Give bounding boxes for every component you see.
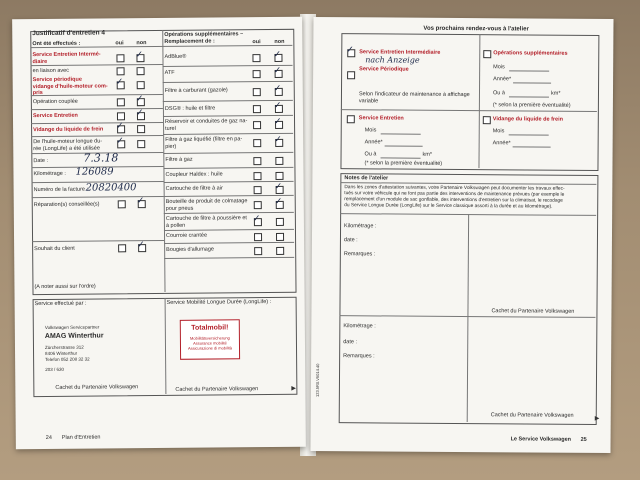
op-bougies: Bougies d'allumage bbox=[166, 246, 215, 253]
checkbox-op-oui[interactable] bbox=[252, 54, 260, 62]
annee-label: Année* bbox=[493, 76, 512, 83]
checkbox-op-oui[interactable] bbox=[253, 139, 261, 147]
checkbox-op-oui[interactable] bbox=[253, 105, 261, 113]
done-by-label: Service effectué par : bbox=[34, 300, 87, 308]
partner-name: AMAG Winterthur bbox=[44, 332, 104, 340]
tick-mark-icon: ✓ bbox=[274, 181, 283, 192]
tick-mark-icon: ✓ bbox=[273, 116, 282, 127]
km-unit-2: km* bbox=[422, 151, 433, 158]
premiere-note: (* selon la première éventualité) bbox=[492, 102, 571, 109]
indicator-text: Selon l'indicateur de maintenance à affichage variable bbox=[358, 91, 470, 104]
repairs-label: Réparation(s) conseillée(s) bbox=[33, 201, 100, 209]
tick-mark-icon: ✓ bbox=[115, 77, 124, 88]
invoice-label: Numéro de la facture : bbox=[33, 186, 89, 194]
notes-km-2: Kilométrage : bbox=[343, 323, 376, 330]
ops-head: Opérations supplémentaires – Remplacement de : bbox=[164, 31, 244, 45]
checkbox-op-oui[interactable] bbox=[254, 201, 262, 209]
tick-mark-icon: ✓ bbox=[274, 134, 282, 145]
left-footer: Plan d'Entretien bbox=[61, 434, 101, 441]
notes-remarques-1: Remarques : bbox=[343, 251, 376, 258]
checkbox-op-oui[interactable] bbox=[254, 247, 262, 255]
checkbox-repairs-oui[interactable] bbox=[118, 200, 126, 208]
km-unit: km* bbox=[550, 90, 561, 97]
invoice-value: 20820400 bbox=[85, 182, 137, 194]
cachet-left: Cachet du Partenaire Volkswagen bbox=[55, 384, 139, 391]
tick-mark-icon: ✓ bbox=[273, 83, 282, 94]
checkbox-longlife-non[interactable] bbox=[137, 140, 145, 148]
mois-label-2: Mois bbox=[364, 127, 377, 134]
tick-mark-icon: ✓ bbox=[252, 214, 261, 225]
col-head-done: Ont été effectués : bbox=[32, 40, 81, 48]
svc-en-liaison: en liaison avec bbox=[32, 67, 69, 75]
checkbox-op-non[interactable] bbox=[275, 172, 283, 180]
op-filtre-gaz: Filtre à gaz bbox=[165, 156, 193, 163]
mois-label: Mois bbox=[493, 64, 505, 71]
op-reservoir-gaz: Réservoir et conduites de gaz na- turel bbox=[165, 118, 248, 132]
left-page-number: 24 bbox=[45, 434, 52, 441]
checkbox-op-oui[interactable] bbox=[253, 70, 261, 78]
tick-mark-icon: ✓ bbox=[135, 50, 144, 61]
non-head-left: non bbox=[136, 40, 147, 47]
side-code: 123.5R0.V5014.40 bbox=[314, 363, 321, 398]
checkbox-couplee-oui[interactable] bbox=[117, 98, 125, 106]
oui-head-right: oui bbox=[252, 39, 261, 46]
checkbox-op-oui[interactable] bbox=[253, 157, 261, 165]
mois-label-3: Mois bbox=[492, 128, 505, 135]
notes-text: Dans les zones d'attestation suivantes, votre Partenaire Volkswagen peut documenter les travaux effec- tués sur votre véhicule qui ne font pas partie des interventions de maintenance prévues (par exemple le remplacement d'un module de sac gonflable, des interventions d'entretien sur la climatisat, le recodage du Service Longue Durée (LongLife) sur le Service classique assorti à la durée et au kilométrage). bbox=[344, 185, 565, 210]
checkbox-liaison-non[interactable] bbox=[137, 67, 145, 75]
tick-mark-icon: ✓ bbox=[135, 94, 144, 105]
partner-addr2: 8406 Winterthur bbox=[45, 350, 78, 356]
mobility-label: Service Mobilité Longue Durée (LongLife) : bbox=[166, 299, 272, 306]
ou-label: Ou à bbox=[492, 90, 505, 97]
seal-line: Mobilitätsversicherung bbox=[189, 335, 230, 341]
handwriting-nach-anzeige: nach Anzeige bbox=[365, 55, 420, 65]
op-filtre-air: Cartouche de filtre à air bbox=[165, 185, 223, 192]
arrow-right-icon: ▶ bbox=[291, 385, 297, 392]
op-courroie: Courroie crantée bbox=[165, 232, 208, 239]
tick-mark-icon: ✓ bbox=[116, 121, 124, 132]
svc-entretien: Service Entretien bbox=[32, 112, 78, 120]
svc-periodique: Service périodique vidange d'huile-moteur com- pris bbox=[32, 76, 108, 97]
op-colmatage: Bouteille de produit de colmatage pour pneus bbox=[165, 198, 248, 212]
tick-mark-icon: ✓ bbox=[135, 108, 144, 119]
ou-label-2: Ou à bbox=[364, 151, 377, 158]
checkbox-periodique-non[interactable] bbox=[137, 81, 145, 89]
cachet-right: Cachet du Partenaire Volkswagen bbox=[175, 386, 259, 393]
op-filtre-carburant: Filtre à carburant (gazole) bbox=[164, 87, 228, 94]
left-title: Justificatif d'entretien 4 bbox=[32, 29, 105, 38]
svc-longlife: De l'huile-moteur longue du- rée (LongLife) a été utilisée bbox=[33, 138, 103, 152]
seal-lines bbox=[181, 335, 239, 351]
totalmobil-seal bbox=[180, 319, 240, 360]
seal-line: Assurance mobilité bbox=[193, 340, 227, 346]
wish-label: Souhait du client bbox=[34, 245, 75, 253]
op-adblue: AdBlue® bbox=[164, 53, 187, 60]
annee-label-3: Année* bbox=[492, 140, 511, 147]
tick-mark-icon: ✓ bbox=[136, 196, 145, 207]
checkbox-op-oui[interactable] bbox=[253, 121, 261, 129]
partner-code: 203 / 630 bbox=[45, 366, 64, 372]
checkbox-op-oui[interactable] bbox=[254, 186, 262, 194]
op-filtre-gaz-liquefie: Filtre à gaz liquéfié (filtre en pa- pier) bbox=[165, 136, 243, 150]
checkbox-op-oui[interactable] bbox=[253, 172, 261, 180]
checkbox-op-non[interactable] bbox=[275, 157, 283, 165]
checkbox-intermediaire-oui[interactable] bbox=[116, 54, 124, 62]
op-dsg: DSG® : huile et filtre bbox=[164, 105, 216, 112]
checkbox-op-oui[interactable] bbox=[253, 88, 261, 96]
date-value: 7.3.18 bbox=[83, 151, 119, 165]
tick-mark-icon: ✓ bbox=[346, 45, 354, 56]
svc-intermediaire: Service Entretien Intermé- diaire bbox=[32, 51, 101, 65]
checkbox-wish-oui[interactable] bbox=[118, 244, 126, 252]
right-page-number: 25 bbox=[580, 436, 587, 443]
tick-mark-icon: ✓ bbox=[137, 240, 145, 251]
partner-line1: Volkswagen Servicepartner bbox=[44, 324, 100, 330]
checkbox-op-oui[interactable] bbox=[254, 233, 262, 241]
seal-line: Assicurazione di mobilità bbox=[187, 345, 233, 351]
oui-head-left: oui bbox=[115, 40, 124, 47]
right-title: Vos prochains rendez-vous à l'atelier bbox=[423, 25, 529, 33]
op-haldex: Coupleur Haldex : huile bbox=[165, 171, 223, 178]
notes-date-2: date : bbox=[343, 339, 358, 346]
arrow-right-icon: ▶ bbox=[594, 415, 600, 422]
tick-mark-icon: ✓ bbox=[273, 65, 282, 76]
annee-label-2: Année* bbox=[364, 139, 383, 146]
next-svc-intermediaire: Service Entretien Intermédiaire bbox=[359, 49, 441, 56]
next-svc-entretien: Service Entretien bbox=[358, 115, 404, 122]
notes-remarques-2: Remarques : bbox=[343, 353, 375, 360]
notes-cachet-1: Cachet du Partenaire Volkswagen bbox=[491, 308, 575, 315]
checkbox-op-non[interactable] bbox=[276, 233, 284, 241]
checkbox-op-non[interactable] bbox=[276, 218, 284, 226]
tick-mark-icon: ✓ bbox=[274, 196, 283, 207]
note-label: (A noter aussi sur l'ordre) bbox=[34, 283, 96, 291]
next-svc-periodique: Service Périodique bbox=[359, 66, 409, 73]
notes-date-1: date : bbox=[343, 237, 358, 244]
op-atf: ATF bbox=[164, 69, 175, 76]
premiere-note-2: (* selon la première éventualité) bbox=[364, 160, 443, 167]
tick-mark-icon: ✓ bbox=[273, 49, 282, 60]
checkbox-next-periodique[interactable] bbox=[347, 71, 355, 79]
right-page bbox=[310, 17, 613, 453]
checkbox-ops-supp[interactable] bbox=[483, 50, 491, 58]
notes-title: Notes de l'atelier bbox=[344, 175, 389, 182]
checkbox-next-entretien[interactable] bbox=[347, 115, 355, 123]
svc-vidange-frein: Vidange du liquide de frein bbox=[33, 126, 104, 134]
next-ops-supp: Opérations supplémentaires bbox=[493, 50, 568, 57]
seal-title: Totalmobil! bbox=[191, 324, 229, 332]
non-head-right: non bbox=[274, 38, 285, 45]
partner-addr1: Zürcherstrasse 312 bbox=[44, 344, 84, 350]
km-value: 126089 bbox=[75, 166, 114, 178]
checkbox-liaison-oui[interactable] bbox=[117, 67, 125, 75]
partner-phone: Telefon 052 208 32 32 bbox=[45, 356, 90, 362]
km-label: Kilométrage : bbox=[33, 170, 66, 178]
checkbox-vidange-non[interactable] bbox=[137, 125, 145, 133]
notes-cachet-2: Cachet du Partenaire Volkswagen bbox=[490, 412, 574, 419]
next-vidange: Vidange du liquide de frein bbox=[492, 116, 564, 123]
checkbox-entretien-oui[interactable] bbox=[117, 112, 125, 120]
op-filtre-pollen: Cartouche de filtre à poussière et à pollen bbox=[165, 215, 247, 229]
right-footer: Le Service Volkswagen bbox=[510, 436, 572, 443]
checkbox-next-vidange[interactable] bbox=[483, 116, 491, 124]
tick-mark-icon: ✓ bbox=[116, 136, 124, 147]
notes-km-1: Kilométrage : bbox=[344, 223, 377, 230]
date-label: Date : bbox=[33, 157, 49, 165]
svc-couplee: Opération couplée bbox=[32, 98, 78, 106]
checkbox-op-non[interactable] bbox=[276, 247, 284, 255]
tick-mark-icon: ✓ bbox=[273, 100, 282, 111]
left-page bbox=[12, 17, 306, 450]
